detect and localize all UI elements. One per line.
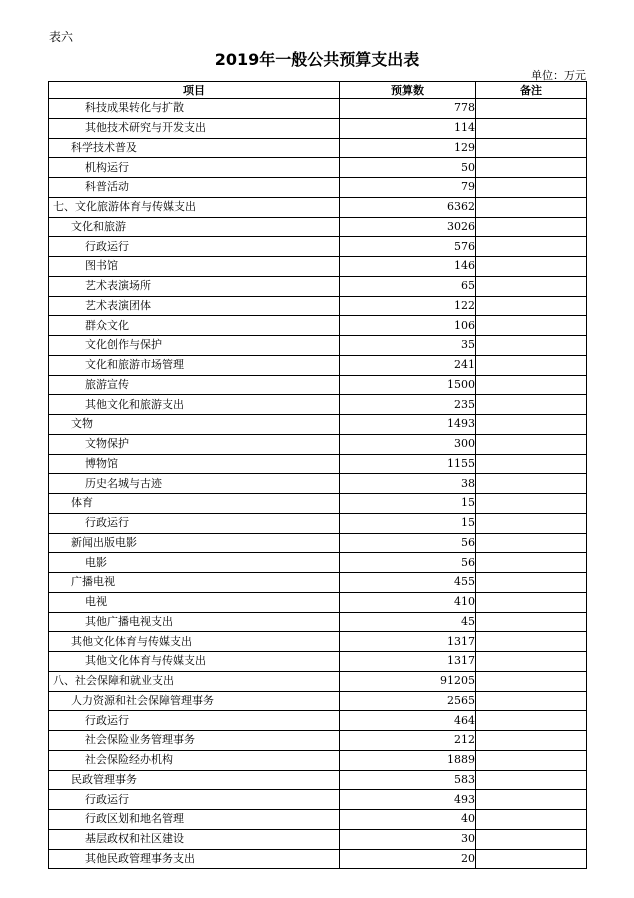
table-header: [49, 82, 587, 99]
table-row: [49, 336, 587, 356]
note-cell: [476, 138, 587, 158]
item-name-cell: 其他文化体育与传媒支出: [49, 652, 340, 672]
item-name-cell: 行政运行: [49, 513, 340, 533]
note-cell: [476, 474, 587, 494]
item-name-cell: 行政运行: [49, 711, 340, 731]
note-cell: [476, 395, 587, 415]
item-name-cell: 社会保险业务管理事务: [49, 731, 340, 751]
note-cell: [476, 829, 587, 849]
table-row: [49, 355, 587, 375]
table-row: [49, 671, 587, 691]
note-cell: [476, 691, 587, 711]
amount-cell: 122: [340, 296, 476, 316]
amount-cell: 15: [340, 513, 476, 533]
table-row: [49, 217, 587, 237]
item-name-cell: 其他民政管理事务支出: [49, 849, 340, 869]
header-item: 项目: [49, 82, 340, 99]
table-row: [49, 99, 587, 119]
table-row: [49, 178, 587, 198]
table-row: [49, 513, 587, 533]
amount-cell: 15: [340, 494, 476, 514]
header-row: [49, 82, 587, 99]
table-row: [49, 474, 587, 494]
item-name-cell: 图书馆: [49, 257, 340, 277]
amount-cell: 91205: [340, 671, 476, 691]
amount-cell: 146: [340, 257, 476, 277]
amount-cell: 1500: [340, 375, 476, 395]
table-row: [49, 810, 587, 830]
amount-cell: 1155: [340, 454, 476, 474]
table-row: [49, 296, 587, 316]
note-cell: [476, 731, 587, 751]
item-name-cell: 文化和旅游市场管理: [49, 355, 340, 375]
item-name-cell: 社会保险经办机构: [49, 750, 340, 770]
item-name-cell: 艺术表演场所: [49, 276, 340, 296]
note-cell: [476, 415, 587, 435]
item-name-cell: 文物保护: [49, 434, 340, 454]
table-row: [49, 849, 587, 869]
item-name-cell: 文化创作与保护: [49, 336, 340, 356]
item-name-cell: 其他文化体育与传媒支出: [49, 632, 340, 652]
amount-cell: 2565: [340, 691, 476, 711]
table-row: [49, 612, 587, 632]
table-row: [49, 434, 587, 454]
amount-cell: 3026: [340, 217, 476, 237]
amount-cell: 778: [340, 99, 476, 119]
item-name-cell: 行政运行: [49, 237, 340, 257]
header-amount: 预算数: [340, 82, 476, 99]
table-row: [49, 316, 587, 336]
table-row: [49, 533, 587, 553]
item-name-cell: 体育: [49, 494, 340, 514]
table-row: [49, 494, 587, 514]
amount-cell: 235: [340, 395, 476, 415]
note-cell: [476, 217, 587, 237]
note-cell: [476, 671, 587, 691]
note-cell: [476, 355, 587, 375]
note-cell: [476, 592, 587, 612]
amount-cell: 30: [340, 829, 476, 849]
note-cell: [476, 750, 587, 770]
item-name-cell: 行政区划和地名管理: [49, 810, 340, 830]
budget-table: [48, 81, 587, 869]
amount-cell: 583: [340, 770, 476, 790]
amount-cell: 6362: [340, 197, 476, 217]
table-row: [49, 237, 587, 257]
note-cell: [476, 197, 587, 217]
amount-cell: 35: [340, 336, 476, 356]
table-body: [49, 99, 587, 869]
item-name-cell: 机构运行: [49, 158, 340, 178]
item-name-cell: 其他广播电视支出: [49, 612, 340, 632]
amount-cell: 1493: [340, 415, 476, 435]
note-cell: [476, 770, 587, 790]
page-title: 2019年一般公共预算支出表: [214, 50, 420, 69]
note-cell: [476, 553, 587, 573]
table-row: [49, 118, 587, 138]
note-cell: [476, 336, 587, 356]
table-row: [49, 770, 587, 790]
amount-cell: 45: [340, 612, 476, 632]
amount-cell: 455: [340, 573, 476, 593]
table-row: [49, 731, 587, 751]
amount-cell: 40: [340, 810, 476, 830]
table-row: [49, 257, 587, 277]
unit-label: 单位：万元: [531, 69, 586, 82]
note-cell: [476, 257, 587, 277]
note-cell: [476, 434, 587, 454]
amount-cell: 79: [340, 178, 476, 198]
table-row: [49, 158, 587, 178]
item-name-cell: 电视: [49, 592, 340, 612]
item-name-cell: 电影: [49, 553, 340, 573]
item-name-cell: 八、社会保障和就业支出: [49, 671, 340, 691]
item-name-cell: 行政运行: [49, 790, 340, 810]
table-row: [49, 790, 587, 810]
table-row: [49, 691, 587, 711]
note-cell: [476, 632, 587, 652]
item-name-cell: 科学技术普及: [49, 138, 340, 158]
amount-cell: 114: [340, 118, 476, 138]
item-name-cell: 艺术表演团体: [49, 296, 340, 316]
amount-cell: 1317: [340, 632, 476, 652]
note-cell: [476, 652, 587, 672]
amount-cell: 50: [340, 158, 476, 178]
note-cell: [476, 158, 587, 178]
note-cell: [476, 810, 587, 830]
note-cell: [476, 533, 587, 553]
table-row: [49, 415, 587, 435]
amount-cell: 38: [340, 474, 476, 494]
item-name-cell: 科技成果转化与扩散: [49, 99, 340, 119]
table-row: [49, 592, 587, 612]
item-name-cell: 历史名城与古迹: [49, 474, 340, 494]
table-row: [49, 632, 587, 652]
table-row: [49, 711, 587, 731]
table-number-label: 表六: [49, 30, 74, 44]
note-cell: [476, 573, 587, 593]
amount-cell: 464: [340, 711, 476, 731]
note-cell: [476, 276, 587, 296]
note-cell: [476, 99, 587, 119]
amount-cell: 65: [340, 276, 476, 296]
amount-cell: 241: [340, 355, 476, 375]
note-cell: [476, 454, 587, 474]
item-name-cell: 文化和旅游: [49, 217, 340, 237]
note-cell: [476, 178, 587, 198]
item-name-cell: 基层政权和社区建设: [49, 829, 340, 849]
note-cell: [476, 316, 587, 336]
item-name-cell: 其他文化和旅游支出: [49, 395, 340, 415]
note-cell: [476, 790, 587, 810]
item-name-cell: 广播电视: [49, 573, 340, 593]
item-name-cell: 文物: [49, 415, 340, 435]
amount-cell: 410: [340, 592, 476, 612]
table-row: [49, 197, 587, 217]
note-cell: [476, 118, 587, 138]
amount-cell: 212: [340, 731, 476, 751]
item-name-cell: 新闻出版电影: [49, 533, 340, 553]
amount-cell: 20: [340, 849, 476, 869]
item-name-cell: 旅游宣传: [49, 375, 340, 395]
amount-cell: 106: [340, 316, 476, 336]
note-cell: [476, 513, 587, 533]
table-row: [49, 553, 587, 573]
table-row: [49, 138, 587, 158]
item-name-cell: 民政管理事务: [49, 770, 340, 790]
note-cell: [476, 849, 587, 869]
amount-cell: 1317: [340, 652, 476, 672]
note-cell: [476, 612, 587, 632]
table-row: [49, 276, 587, 296]
item-name-cell: 人力资源和社会保障管理事务: [49, 691, 340, 711]
amount-cell: 493: [340, 790, 476, 810]
table-row: [49, 652, 587, 672]
table-row: [49, 454, 587, 474]
item-name-cell: 七、文化旅游体育与传媒支出: [49, 197, 340, 217]
table-row: [49, 750, 587, 770]
table-row: [49, 573, 587, 593]
amount-cell: 56: [340, 533, 476, 553]
amount-cell: 576: [340, 237, 476, 257]
item-name-cell: 其他技术研究与开发支出: [49, 118, 340, 138]
note-cell: [476, 711, 587, 731]
item-name-cell: 博物馆: [49, 454, 340, 474]
table-row: [49, 375, 587, 395]
amount-cell: 1889: [340, 750, 476, 770]
header-note: 备注: [476, 82, 587, 99]
amount-cell: 129: [340, 138, 476, 158]
note-cell: [476, 237, 587, 257]
table-row: [49, 395, 587, 415]
note-cell: [476, 296, 587, 316]
item-name-cell: 科普活动: [49, 178, 340, 198]
table-row: [49, 829, 587, 849]
item-name-cell: 群众文化: [49, 316, 340, 336]
note-cell: [476, 375, 587, 395]
note-cell: [476, 494, 587, 514]
amount-cell: 300: [340, 434, 476, 454]
amount-cell: 56: [340, 553, 476, 573]
